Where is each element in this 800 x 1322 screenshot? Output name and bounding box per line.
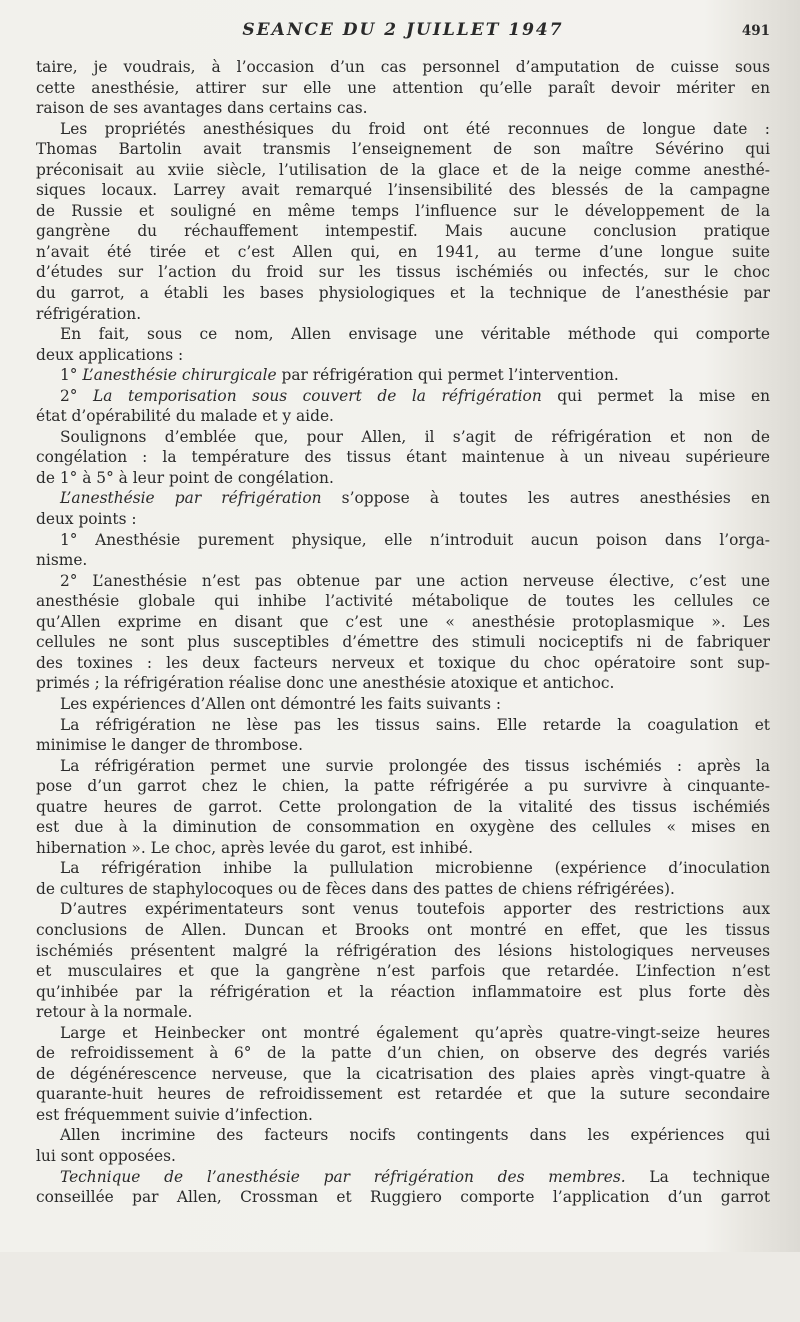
text-line xyxy=(36,858,770,879)
text-line xyxy=(36,139,770,160)
body-text xyxy=(36,57,770,1208)
text-line xyxy=(36,283,770,304)
text-line xyxy=(36,797,770,818)
line-text: quarante-huit heures de refroidissement est retardée et que la suture secondaire xyxy=(36,1085,770,1104)
line-text: D’autres expérimentateurs sont venus toutefois apporter des restrictions aux xyxy=(60,900,770,919)
text-line xyxy=(36,1043,770,1064)
line-text: raison de ses avantages dans certains cas. xyxy=(36,99,368,118)
text-line xyxy=(36,899,770,920)
line-text: minimise le danger de thrombose. xyxy=(36,736,304,755)
italic-phrase: Technique de l’anesthésie par réfrigération des membres. xyxy=(60,1167,626,1186)
line-text: ischémiés présentent malgré la réfrigération des lésions histologiques nerveuses xyxy=(36,941,770,960)
line-text: deux points : xyxy=(36,510,137,529)
text-line xyxy=(36,488,770,509)
text-line xyxy=(36,694,770,715)
line-text: 2° L’anesthésie n’est pas obtenue par une action nerveuse élective, c’est une xyxy=(60,571,770,590)
text-line xyxy=(36,591,770,612)
text-line xyxy=(36,119,770,140)
line-text: pose d’un garrot chez le chien, la patte réfrigérée a pu survivre à cinquante- xyxy=(36,777,770,796)
line-text: conclusions de Allen. Duncan et Brooks ont montré en effet, que les tissus xyxy=(36,920,770,939)
line-text: gangrène du réchauffement intempestif. Mais aucune conclusion pratique xyxy=(36,222,770,241)
line-text: La réfrigération permet une survie prolongée des tissus ischémiés : après la xyxy=(60,756,770,775)
text-line xyxy=(36,530,770,551)
text-line xyxy=(36,160,770,181)
line-text: qu’inhibée par la réfrigération et la réaction inflammatoire est plus forte dès xyxy=(36,982,770,1001)
line-text: d’études sur l’action du froid sur les tissus ischémiés ou infectés, sur le choc xyxy=(36,263,770,282)
line-text: En fait, sous ce nom, Allen envisage une véritable méthode qui comporte xyxy=(60,325,770,344)
line-text: anesthésie globale qui inhibe l’activité métabolique de toutes les cellules ce xyxy=(36,592,770,611)
text-line xyxy=(36,365,770,386)
line-text: du garrot, a établi les bases physiologiques et la technique de l’anesthésie par xyxy=(36,284,770,303)
text-line xyxy=(36,345,770,366)
line-text: qui permet la mise en xyxy=(541,386,770,405)
text-line xyxy=(36,221,770,242)
text-line xyxy=(36,1125,770,1146)
line-text: Thomas Bartolin avait transmis l’enseignement de son maître Sévérino qui xyxy=(36,140,770,159)
line-text: est fréquemment suivie d’infection. xyxy=(36,1105,313,1124)
line-text: La réfrigération inhibe la pullulation microbienne (expérience d’inoculation xyxy=(60,859,770,878)
line-text: réfrigération. xyxy=(36,304,142,323)
line-text: de refroidissement à 6° de la patte d’un chien, on observe des degrés variés xyxy=(36,1044,770,1063)
text-line xyxy=(36,550,770,571)
line-text: quatre heures de garrot. Cette prolongation de la vitalité des tissus ischémiés xyxy=(36,797,770,816)
line-text: Soulignons d’emblée que, pour Allen, il s’agit de réfrigération et non de xyxy=(60,427,770,446)
text-line xyxy=(36,1002,770,1023)
line-prefix: 1° xyxy=(60,366,83,385)
line-text: de cultures de staphylocoques ou de fèces dans des pattes de chiens réfrigérées). xyxy=(36,879,675,898)
text-line xyxy=(36,632,770,653)
line-text: Large et Heinbecker ont montré également qu’après quatre-vingt-seize heures xyxy=(60,1023,770,1042)
text-line xyxy=(36,571,770,592)
text-line xyxy=(36,982,770,1003)
line-text: deux applications : xyxy=(36,345,184,364)
line-text: conseillée par Allen, Crossman et Ruggiero comporte l’application d’un garrot xyxy=(36,1188,770,1207)
text-line xyxy=(36,673,770,694)
text-line xyxy=(36,920,770,941)
text-line xyxy=(36,1023,770,1044)
line-text: est due à la diminution de consommation en oxygène des cellules « mises en xyxy=(36,818,770,837)
line-text: retour à la normale. xyxy=(36,1003,193,1022)
text-line xyxy=(36,57,770,78)
page-number: 491 xyxy=(741,23,770,39)
text-line xyxy=(36,324,770,345)
text-line xyxy=(36,509,770,530)
line-text: hibernation ». Le choc, après levée du garot, est inhibé. xyxy=(36,838,474,857)
text-line xyxy=(36,468,770,489)
line-text: congélation : la température des tissus étant maintenue à un niveau supérieure xyxy=(36,448,770,467)
line-text: de dégénérescence nerveuse, que la cicatrisation des plaies après vingt-quatre à xyxy=(36,1064,770,1083)
text-line xyxy=(36,1146,770,1167)
text-line xyxy=(36,242,770,263)
text-line xyxy=(36,941,770,962)
text-line xyxy=(36,386,770,407)
text-line xyxy=(36,1084,770,1105)
text-line xyxy=(36,838,770,859)
text-line xyxy=(36,1064,770,1085)
text-line xyxy=(36,201,770,222)
italic-phrase: L’anesthésie chirurgicale xyxy=(82,366,277,385)
line-text: lui sont opposées. xyxy=(36,1146,176,1165)
text-line xyxy=(36,817,770,838)
text-line xyxy=(36,961,770,982)
text-line xyxy=(36,715,770,736)
line-text: n’avait été tirée et c’est Allen qui, en 1941, au terme d’une longue suite xyxy=(36,242,770,261)
line-prefix: 2° xyxy=(60,386,94,405)
italic-phrase: L’anesthésie par réfrigération xyxy=(60,489,322,508)
line-text: Les expériences d’Allen ont démontré les faits suivants : xyxy=(60,694,502,713)
text-line xyxy=(36,1105,770,1126)
text-line xyxy=(36,1187,770,1208)
line-text: cette anesthésie, attirer sur elle une attention qu’elle paraît devoir mériter en xyxy=(36,78,770,97)
line-text: Allen incrimine des facteurs nocifs contingents dans les expériences qui xyxy=(60,1126,770,1145)
line-text: de 1° à 5° à leur point de congélation. xyxy=(36,468,334,487)
line-text: nisme. xyxy=(36,551,88,570)
line-text: La réfrigération ne lèse pas les tissus sains. Elle retarde la coagulation et xyxy=(60,715,770,734)
line-text: siques locaux. Larrey avait remarqué l’insensibilité des blessés de la campagne xyxy=(36,181,770,200)
text-line xyxy=(36,1167,770,1188)
line-text: La technique xyxy=(625,1167,770,1186)
line-text: préconisait au xviie siècle, l’utilisation de la glace et de la neige comme anesthé- xyxy=(36,160,770,179)
line-text: qu’Allen exprime en disant que c’est une « anesthésie protoplasmique ». Les xyxy=(36,612,770,631)
line-text: primés ; la réfrigération réalise donc une anesthésie atoxique et antichoc. xyxy=(36,674,615,693)
line-text: cellules ne sont plus susceptibles d’émettre des stimuli nociceptifs ni de fabriquer xyxy=(36,633,770,652)
page-header xyxy=(36,20,770,46)
italic-phrase: La temporisation sous couvert de la réfrigération xyxy=(93,386,542,405)
text-line xyxy=(36,653,770,674)
text-line xyxy=(36,879,770,900)
running-title: SEANCE DU 2 JUILLET 1947 xyxy=(242,20,564,40)
line-text: état d’opérabilité du malade et y aide. xyxy=(36,407,334,426)
text-line xyxy=(36,427,770,448)
text-line xyxy=(36,756,770,777)
text-line xyxy=(36,262,770,283)
text-line xyxy=(36,406,770,427)
text-line xyxy=(36,304,770,325)
text-line xyxy=(36,180,770,201)
text-line xyxy=(36,776,770,797)
line-text: par réfrigération qui permet l’intervention. xyxy=(276,366,619,385)
text-line xyxy=(36,735,770,756)
line-text: des toxines : les deux facteurs nerveux et toxique du choc opératoire sont sup- xyxy=(36,653,770,672)
line-text: de Russie et souligné en même temps l’influence sur le développement de la xyxy=(36,201,770,220)
text-line xyxy=(36,612,770,633)
text-line xyxy=(36,447,770,468)
line-text: Les propriétés anesthésiques du froid ont été reconnues de longue date : xyxy=(60,119,770,138)
text-line xyxy=(36,78,770,99)
text-line xyxy=(36,98,770,119)
line-text: et musculaires et que la gangrène n’est parfois que retardée. L’infection n’est xyxy=(36,962,770,981)
line-text: s’oppose à toutes les autres anesthésies en xyxy=(321,489,770,508)
line-text: taire, je voudrais, à l’occasion d’un cas personnel d’amputation de cuisse sous xyxy=(36,58,770,76)
line-text: 1° Anesthésie purement physique, elle n’introduit aucun poison dans l’orga- xyxy=(60,530,770,549)
